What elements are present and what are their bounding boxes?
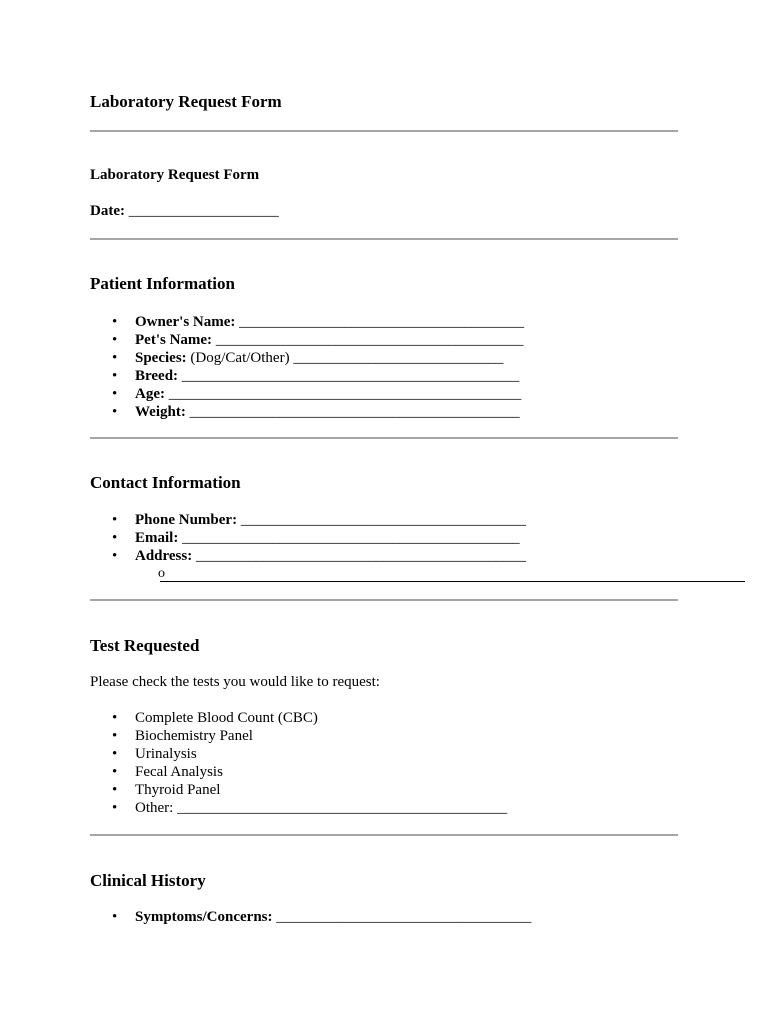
- pet-name-field: • Pet's Name: _________________________________________: [112, 332, 524, 348]
- divider: [90, 130, 678, 132]
- date-field: [90, 203, 279, 220]
- contact-information-heading: Contact Information: [90, 473, 241, 492]
- divider: [90, 599, 678, 601]
- patient-information-list: [90, 313, 524, 421]
- symptoms-concerns-field: • Symptoms/Concerns: __________________________________: [112, 909, 532, 925]
- contact-information-list: [90, 511, 526, 565]
- divider: [90, 437, 678, 439]
- address-sub-bullet: o: [158, 566, 165, 581]
- species-field: • Species: (Dog/Cat/Other) ____________________________: [112, 350, 504, 366]
- divider: [90, 238, 678, 240]
- test-option-biochemistry: • Biochemistry Panel: [112, 728, 253, 744]
- owner-name-field: • Owner's Name: ______________________________________: [112, 314, 525, 330]
- test-option-urinalysis: • Urinalysis: [112, 746, 197, 762]
- test-requested-heading: Test Requested: [90, 636, 200, 655]
- date-label: Date:: [90, 203, 125, 219]
- document-title: Laboratory Request Form: [90, 92, 282, 111]
- breed-field: • Breed: _____________________________________________: [112, 368, 520, 384]
- test-options-list: [90, 709, 507, 817]
- patient-information-heading: Patient Information: [90, 274, 235, 293]
- address-field: • Address: ____________________________________________: [112, 548, 526, 564]
- test-instructions: Please check the tests you would like to request:: [90, 674, 380, 690]
- test-option-thyroid: • Thyroid Panel: [112, 782, 221, 798]
- form-subtitle: Laboratory Request Form: [90, 167, 260, 183]
- date-blank: ____________________: [124, 203, 279, 219]
- weight-field: • Weight: ____________________________________________: [112, 404, 520, 420]
- phone-number-field: • Phone Number: ______________________________________: [112, 512, 526, 528]
- email-field: • Email: _____________________________________________: [112, 530, 520, 546]
- age-field: • Age: _______________________________________________: [112, 386, 522, 402]
- test-option-fecal: • Fecal Analysis: [112, 764, 223, 780]
- divider: [90, 834, 678, 836]
- clinical-history-heading: Clinical History: [90, 871, 206, 890]
- address-continuation-line: [160, 581, 745, 582]
- clinical-history-list: [90, 908, 531, 926]
- test-option-other: • Other: ____________________________________________: [112, 800, 508, 816]
- test-option-cbc: • Complete Blood Count (CBC): [112, 710, 318, 726]
